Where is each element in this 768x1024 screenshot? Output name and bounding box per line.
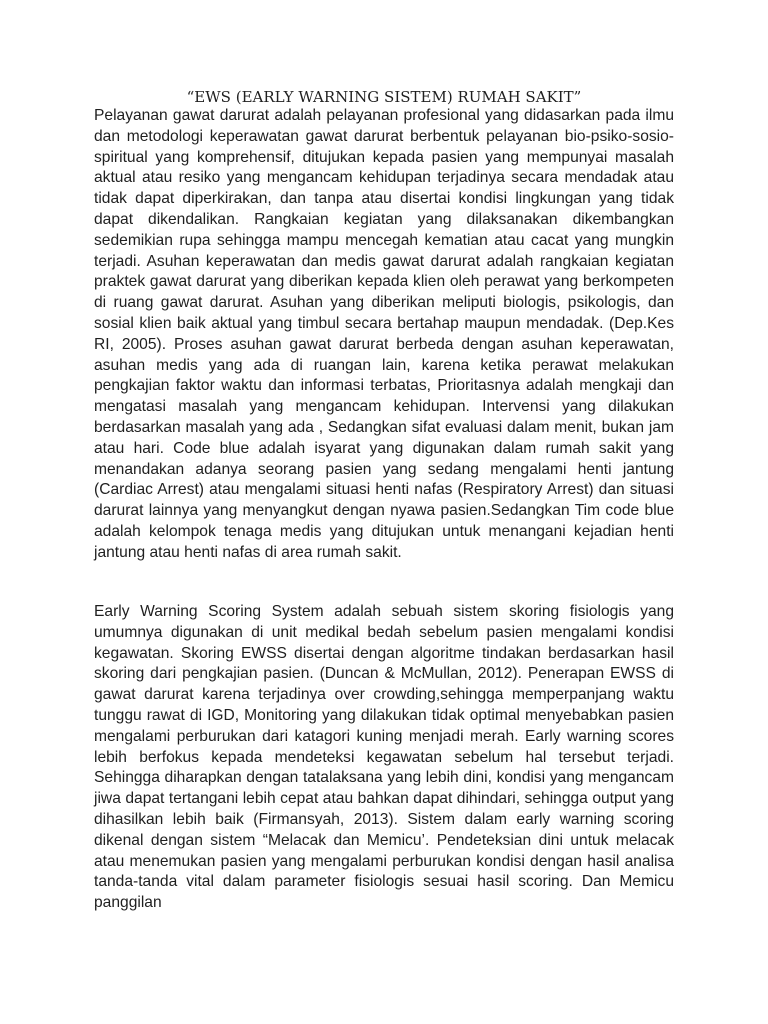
document-title: “EWS (EARLY WARNING SISTEM) RUMAH SAKIT” <box>186 88 582 106</box>
paragraph-1: Pelayanan gawat darurat adalah pelayanan profesional yang didasarkan pada ilmu dan metodologi keperawatan gawat darurat berbentuk pelayanan bio-psiko-sosio-spiritual yang komprehensif, ditujukan kepada pasien yang mempunyai masalah aktual atau resiko yang mengancam kehidupan terjadinya secara mendadak atau tidak dapat diperkirakan, dan tanpa atau disertai kondisi lingkungan yang tidak dapat dikendalikan. Rangkaian kegiatan yang dilaksanakan dikembangkan sedemikian rupa sehingga mampu mencegah kematian atau cacat yang mungkin terjadi. Asuhan keperawatan dan medis gawat darurat adalah rangkaian kegiatan praktek gawat darurat yang diberikan kepada klien oleh perawat yang berkompeten di ruang gawat darurat. Asuhan yang diberikan meliputi biologis, psikologis, dan sosial klien baik aktual yang timbul secara bertahap maupun mendadak. (Dep.Kes RI, 2005). Proses asuhan gawat darurat berbeda dengan asuhan keperawatan, asuhan medis yang ada di ruangan lain, karena ketika perawat melakukan pengkajian faktor waktu dan informasi terbatas, Prioritasnya adalah mengkaji dan mengatasi masalah yang mengancam kehidupan. Intervensi yang dilakukan berdasarkan masalah yang ada , Sedangkan sifat evaluasi dalam menit, bukan jam atau hari. Code blue adalah isyarat yang digunakan dalam rumah sakit yang menandakan adanya seorang pasien yang sedang mengalami henti jantung (Cardiac Arrest) atau mengalami situasi henti nafas (Respiratory Arrest) dan situasi darurat lainnya yang menyangkut dengan nyawa pasien.Sedangkan Tim code blue adalah kelompok tenaga medis yang ditujukan untuk menangani kejadian henti jantung atau henti nafas di area rumah sakit. <box>94 107 674 561</box>
paragraph-2: Early Warning Scoring System adalah sebuah sistem skoring fisiologis yang umumnya digunakan di unit medikal bedah sebelum pasien mengalami kondisi kegawatan. Skoring EWSS disertai dengan algoritme tindakan berdasarkan hasil skoring dari pengkajian pasien. (Duncan & McMullan, 2012). Penerapan EWSS di gawat darurat karena terjadinya over crowding,sehingga memperpanjang waktu tunggu rawat di IGD, Monitoring yang dilakukan tidak optimal menyebabkan pasien mengalami perburukan dari katagori kuning menjadi merah. Early warning scores lebih berfokus kepada mendeteksi kegawatan sebelum hal tersebut terjadi. Sehingga diharapkan dengan tatalaksana yang lebih dini, kondisi yang mengancam jiwa dapat tertangani lebih cepat atau bahkan dapat dihindari, sehingga output yang dihasilkan lebih baik (Firmansyah, 2013). Sistem dalam early warning scoring dikenal dengan sistem “Melacak dan Memicu’. Pendeteksian dini untuk melacak atau menemukan pasien yang mengalami perburukan kondisi dengan hasil analisa tanda-tanda vital dalam parameter fisiologis sesuai hasil scoring. Dan Memicu panggilan <box>94 603 674 912</box>
